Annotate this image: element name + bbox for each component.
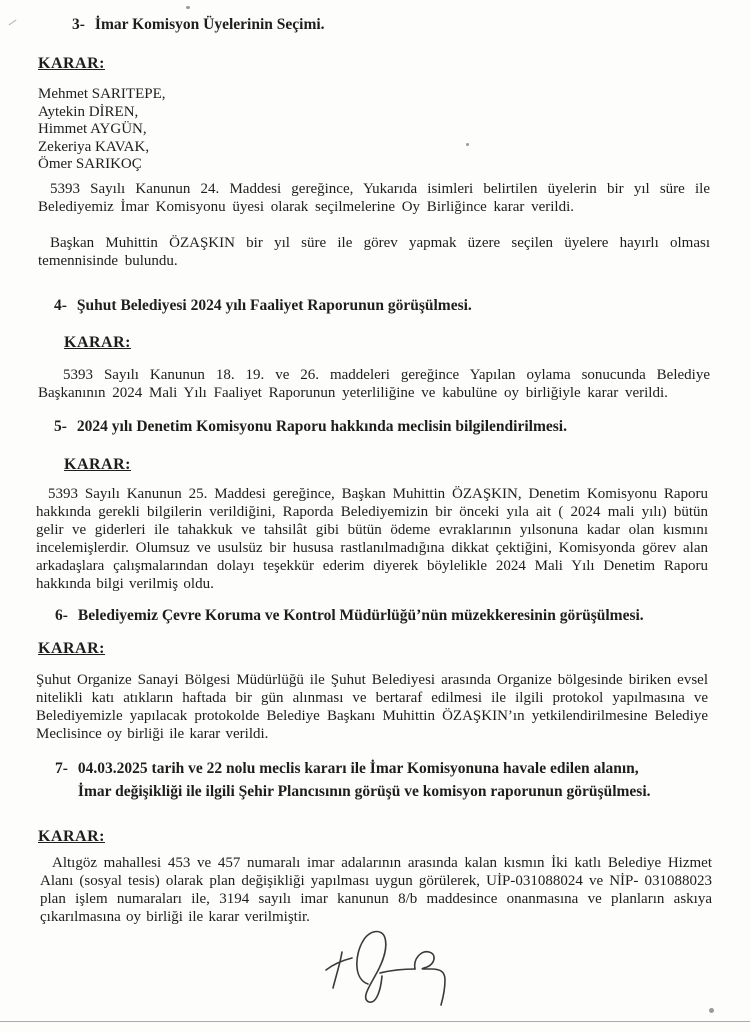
section-7-paragraph-1: Altıgöz mahallesi 453 ve 457 numaralı imar adalarının arasında kalan kısmın İki katlı Belediye Hizmet Alanı (sosyal tesis) olarak plan değişikliği yapılması uygun görülerek, UİP-031088024 ve NİP- 031088023 plan işlem numaraları ile, 3194 sayılı imar kanunun 8/b maddesince onanmasına ve planların askıya çıkarılmasına oy birliği ile karar verilmiştir.	[40, 855, 712, 925]
section-6-heading	[55, 607, 644, 625]
section-3-number: 3-	[72, 16, 85, 33]
section-7-number: 7-	[55, 760, 68, 777]
section-6-number: 6-	[55, 607, 68, 624]
section-4-number: 4-	[54, 297, 67, 314]
section-3-paragraph-1: 5393 Sayılı Kanunun 24. Maddesi gereğince, Yukarıda isimleri belirtilen üyelerin bir yıl süre ile Belediyemiz İmar Komisyonu üyesi olarak seçilmelerine Oy Birliğince karar verildi.	[38, 181, 710, 215]
scan-speck	[9, 20, 17, 26]
section-6-title: Belediyemiz Çevre Koruma ve Kontrol Müdürlüğü’nün müzekkeresinin görüşülmesi.	[77, 607, 644, 624]
member-name: Ömer SARIKOÇ	[38, 156, 142, 172]
section-4-paragraph-1: 5393 Sayılı Kanunun 18. 19. ve 26. maddeleri gereğince Yapılan oylama sonucunda Belediye Başkanının 2024 Mali Yılı Faaliyet Raporunun yeterliliğine ve kabulüne oy birliğiyle karar verildi.	[38, 367, 710, 401]
section-4-title: Şuhut Belediyesi 2024 yılı Faaliyet Raporunun görüşülmesi.	[76, 297, 472, 314]
scan-speck	[186, 6, 190, 9]
member-name: Himmet AYGÜN,	[38, 121, 147, 137]
section-4-karar-label: KARAR:	[64, 334, 131, 351]
commission-member-names	[38, 86, 166, 174]
scan-speck	[709, 1008, 714, 1013]
section-5-karar-label: KARAR:	[64, 456, 131, 473]
section-5-title: 2024 yılı Denetim Komisyonu Raporu hakkında meclisin bilgilendirilmesi.	[76, 418, 567, 435]
member-name: Zekeriya KAVAK,	[38, 138, 150, 155]
section-5-number: 5-	[54, 418, 67, 435]
section-5-heading	[54, 418, 567, 436]
scan-speck	[466, 143, 469, 146]
section-6-karar-label: KARAR:	[38, 640, 105, 657]
section-7-karar-label: KARAR:	[38, 828, 105, 845]
section-4-heading	[54, 297, 472, 315]
member-name: Aytekin DİREN,	[38, 103, 139, 120]
section-3-paragraph-2: Başkan Muhittin ÖZAŞKIN bir yıl süre ile görev yapmak üzere seçilen üyelere hayırlı olması temennisinde bulundu.	[38, 235, 710, 269]
section-6-paragraph-1: Şuhut Organize Sanayi Bölgesi Müdürlüğü ile Şuhut Belediyesi arasında Organize bölgesinde biriken evsel nitelikli katı atıkların haftada bir gün alınması ve bertaraf edilmesi ile ilgili protokol yapılmasına ve Belediyemizle yapılacak protokolde Belediye Başkanı Muhittin ÖZAŞKIN’ın yetkilendirilmesine Belediye Meclisince oy birliği ile karar verildi.	[36, 672, 708, 742]
handwritten-signature	[322, 926, 457, 1015]
section-7-title: 04.03.2025 tarih ve 22 nolu meclis kararı ile İmar Komisyonuna havale edilen alanın, İmar değişikliği ile ilgili Şehir Plancısının görüşü ve komisyon raporunun görüşülmesi.	[77, 760, 651, 800]
member-name: Mehmet SARITEPE,	[38, 86, 166, 102]
section-7-heading	[55, 757, 666, 803]
section-3-heading	[72, 16, 325, 34]
section-5-paragraph-1: 5393 Sayılı Kanunun 25. Maddesi gereğince, Başkan Muhittin ÖZAŞKIN, Denetim Komisyonu Raporu hakkında gerekli bilgilerin verildiğini, Raporda Belediyemizin bir önceki yıla ait ( 2024 mali yılı) bütün gelir ve giderleri ile tahakkuk ve tahsilât gibi bütün ödeme evraklarının yılsonuna kadar olan kısmını incelemişlerdir. Olumsuz ve usulsüz bir hususa rastlanılmadığına dikkat çektiğini, Komisyonda görev alan arkadaşlara çalışmalarından dolayı teşekkür ederim diyerek böylelikle 2024 Mali Yılı Denetim Raporu hakkında bilgi verilmiş oldu.	[36, 486, 708, 592]
signature-icon	[322, 926, 457, 1010]
section-3-karar-label: KARAR:	[38, 55, 105, 72]
scan-edge-line	[0, 1021, 750, 1022]
section-3-title: İmar Komisyon Üyelerinin Seçimi.	[94, 16, 325, 33]
